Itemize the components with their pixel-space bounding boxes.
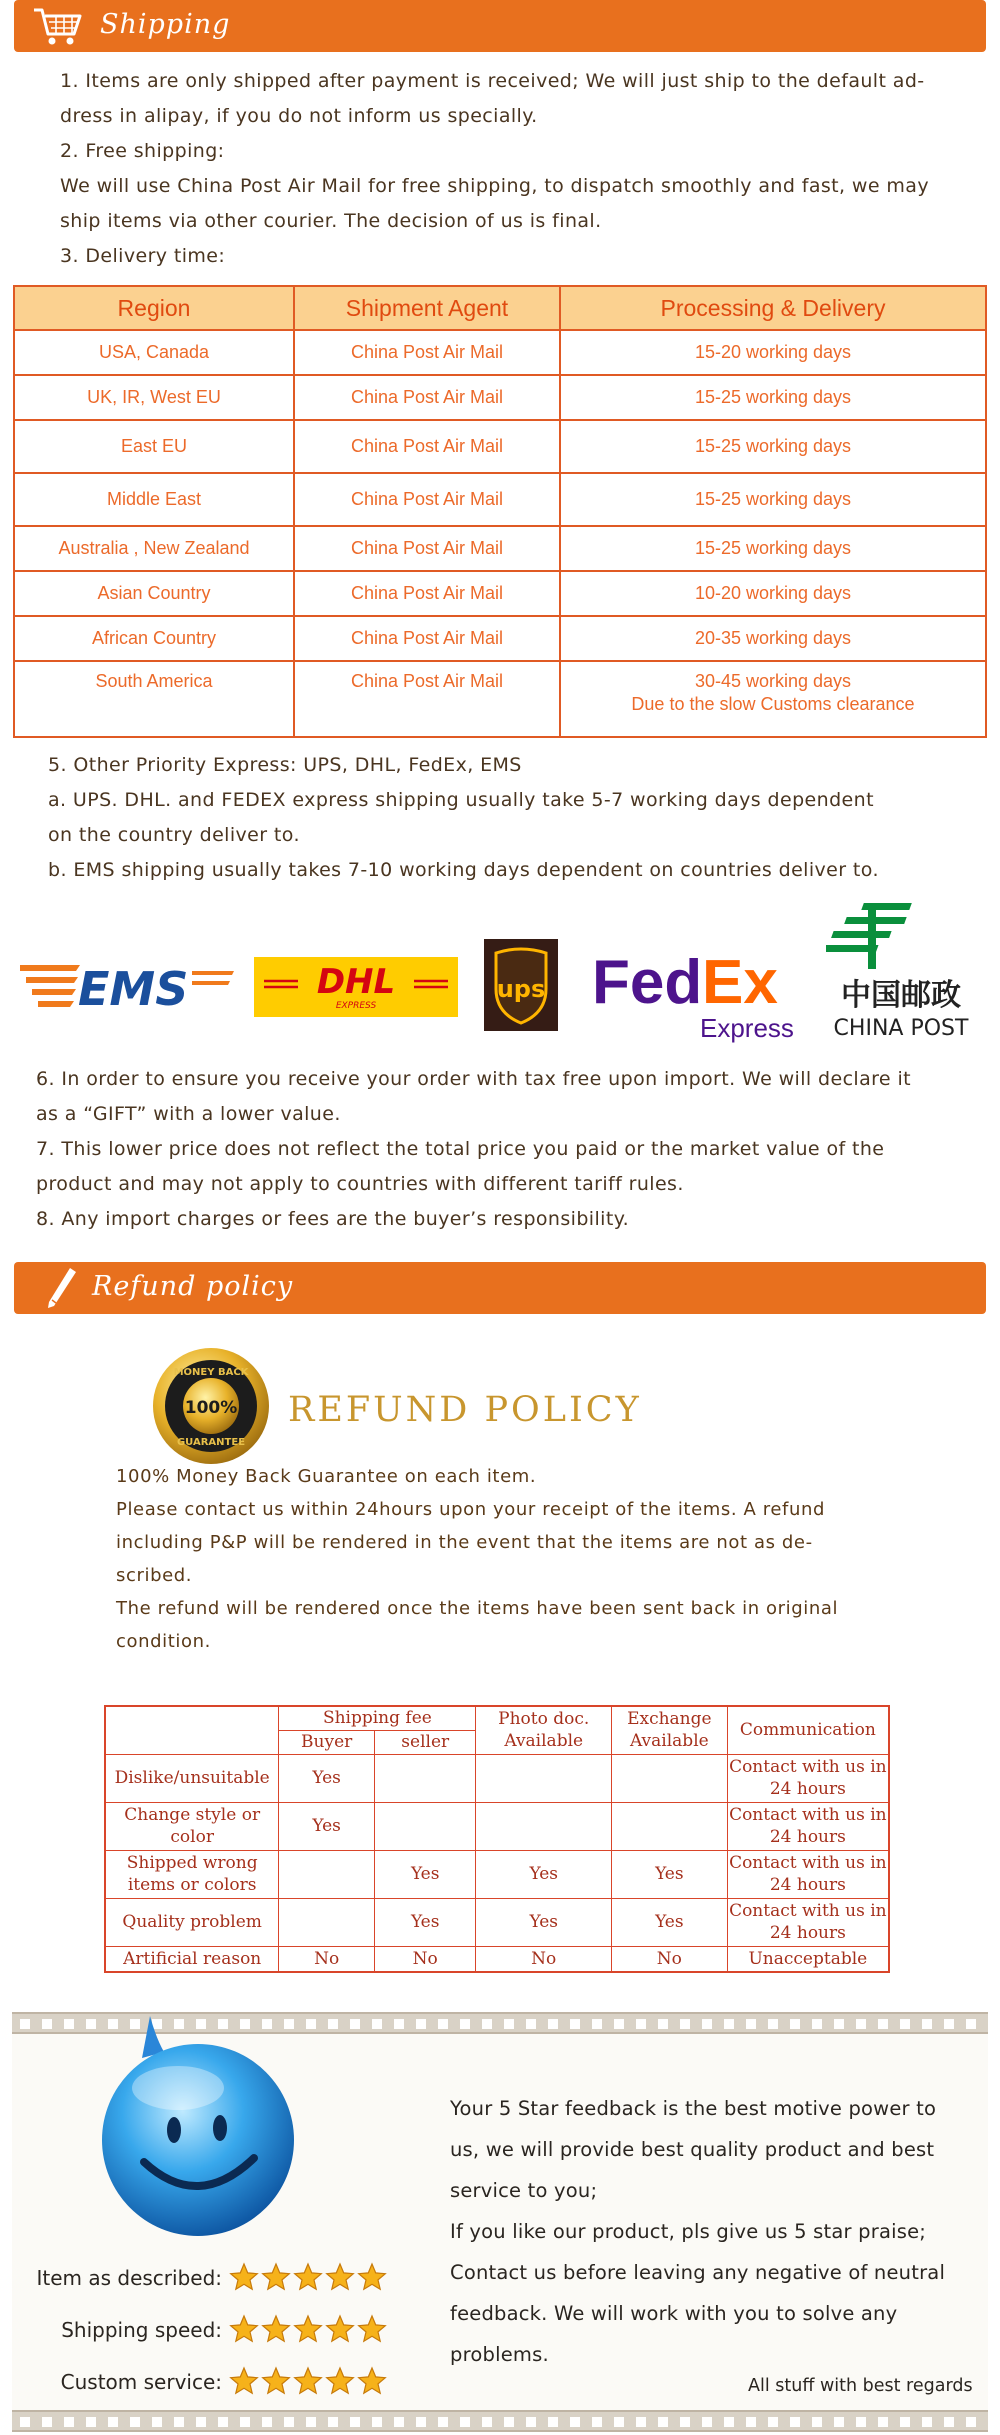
delivery-cell: 15-25 working days <box>560 473 986 526</box>
table-row <box>14 330 986 375</box>
column-header-reason <box>105 1706 279 1754</box>
fedex-fed-wordmark: Fed <box>592 948 703 1017</box>
badge-bottom-text: GUARANTEE <box>176 1437 246 1448</box>
photo-cell: Yes <box>476 1850 612 1898</box>
regards-signature: All stuff with best regards <box>748 2376 973 2396</box>
star-rating-icon <box>228 2314 388 2346</box>
buyer-cell <box>279 1850 375 1898</box>
shipping-title: Shipping <box>100 9 231 40</box>
fedex-express-text: Express <box>700 1013 794 1043</box>
buyer-cell: Yes <box>279 1754 375 1802</box>
agent-cell: China Post Air Mail <box>294 616 560 661</box>
reason-cell: Dislike/unsuitable <box>105 1754 279 1802</box>
table-row <box>105 1754 889 1802</box>
star-icon <box>359 2316 386 2341</box>
text-line: The refund will be rendered once the items have been sent back in original <box>116 1598 839 1619</box>
text-line: as a “GIFT” with a lower value. <box>36 1103 341 1125</box>
photo-cell: No <box>476 1946 612 1972</box>
exchange-cell: No <box>611 1946 727 1972</box>
column-header-buyer: Buyer <box>279 1730 375 1754</box>
seller-cell: Yes <box>374 1898 476 1946</box>
communication-cell: Contact with us in 24 hours <box>727 1850 889 1898</box>
shipping-section-header <box>14 0 986 52</box>
table-row <box>14 571 986 616</box>
china-post-logo <box>826 897 976 1047</box>
text-line: problems. <box>450 2343 549 2366</box>
refund-policy-heading: REFUND POLICY <box>288 1390 642 1430</box>
star-icon <box>263 2316 290 2341</box>
region-cell: East EU <box>14 420 294 473</box>
table-row <box>105 1898 889 1946</box>
region-cell: Middle East <box>14 473 294 526</box>
buyer-cell <box>279 1898 375 1946</box>
text-line: If you like our product, pls give us 5 star praise; <box>450 2220 927 2243</box>
badge-top-text: MONEY BACK <box>173 1367 249 1378</box>
ups-logo <box>484 939 558 1031</box>
table-row <box>105 1850 889 1898</box>
seller-cell: Yes <box>374 1850 476 1898</box>
communication-cell: Contact with us in 24 hours <box>727 1754 889 1802</box>
text-line: 2. Free shipping: <box>60 140 225 162</box>
delivery-cell: 10-20 working days <box>560 571 986 616</box>
refund-title: Refund policy <box>92 1271 294 1302</box>
exchange-cell: Yes <box>611 1850 727 1898</box>
ems-logo <box>20 955 234 1019</box>
rating-label: Shipping speed: <box>61 2318 222 2342</box>
reason-cell: Shipped wrong items or colors <box>105 1850 279 1898</box>
decorative-stripe <box>12 2410 988 2432</box>
courier-logos <box>0 895 1000 1055</box>
delivery-cell: 15-25 working days <box>560 375 986 420</box>
reason-cell: Change style or color <box>105 1802 279 1850</box>
exchange-cell <box>611 1754 727 1802</box>
reason-cell: Artificial reason <box>105 1946 279 1972</box>
agent-cell: China Post Air Mail <box>294 661 560 737</box>
fedex-ex-wordmark: Ex <box>702 948 778 1017</box>
region-cell: Australia , New Zealand <box>14 526 294 571</box>
delivery-cell: 15-25 working days <box>560 526 986 571</box>
refund-section-header <box>14 1262 986 1314</box>
text-line: on the country deliver to. <box>48 824 300 846</box>
delivery-time-table <box>13 285 987 738</box>
shopping-cart-icon <box>32 4 84 48</box>
exchange-cell: Yes <box>611 1898 727 1946</box>
text-line: condition. <box>116 1631 211 1652</box>
star-icon <box>231 2264 258 2289</box>
buyer-cell: No <box>279 1946 375 1972</box>
rating-label: Item as described: <box>36 2266 222 2290</box>
photo-cell <box>476 1802 612 1850</box>
pen-icon <box>44 1266 80 1310</box>
smiley-speech-bubble-icon <box>90 2012 300 2242</box>
agent-cell: China Post Air Mail <box>294 330 560 375</box>
agent-cell: China Post Air Mail <box>294 571 560 616</box>
region-cell: South America <box>14 661 294 737</box>
delivery-days: 30-45 working days <box>694 671 852 691</box>
region-cell: African Country <box>14 616 294 661</box>
text-line: including P&P will be rendered in the event that the items are not as de- <box>116 1532 813 1553</box>
refund-policy-table <box>104 1705 890 1973</box>
ups-wordmark: ups <box>496 975 546 1003</box>
region-cell: Asian Country <box>14 571 294 616</box>
money-back-badge-icon <box>150 1345 272 1467</box>
rating-label: Custom service: <box>60 2370 222 2394</box>
exchange-cell <box>611 1802 727 1850</box>
table-row <box>105 1946 889 1972</box>
china-post-en-text: CHINA POST <box>833 1016 969 1041</box>
region-cell: UK, IR, West EU <box>14 375 294 420</box>
star-icon <box>359 2368 386 2393</box>
star-icon <box>295 2316 322 2341</box>
column-header-seller: seller <box>374 1730 476 1754</box>
table-row <box>14 616 986 661</box>
text-line: a. UPS. DHL. and FEDEX express shipping usually take 5-7 working days dependent <box>48 789 874 811</box>
delivery-cell: 15-20 working days <box>560 330 986 375</box>
star-icon <box>359 2264 386 2289</box>
china-post-cn-text: 中国邮政 <box>841 978 961 1013</box>
fedex-logo <box>592 947 806 1043</box>
text-line: us, we will provide best quality product and best <box>450 2138 935 2161</box>
delivery-note: Due to the slow Customs clearance <box>631 694 915 714</box>
text-line: Please contact us within 24hours upon your receipt of the items. A refund <box>116 1499 826 1520</box>
text-line: b. EMS shipping usually takes 7-10 working days dependent on countries deliver to. <box>48 859 879 881</box>
text-line: We will use China Post Air Mail for free shipping, to dispatch smoothly and fast, we may <box>60 175 929 197</box>
column-header-delivery: Processing & Delivery <box>560 286 986 330</box>
seller-cell <box>374 1754 476 1802</box>
text-line: feedback. We will work with you to solve any <box>450 2302 898 2325</box>
star-icon <box>231 2368 258 2393</box>
column-header-region: Region <box>14 286 294 330</box>
photo-cell: Yes <box>476 1898 612 1946</box>
agent-cell: China Post Air Mail <box>294 420 560 473</box>
table-row <box>14 375 986 420</box>
communication-cell: Unacceptable <box>727 1946 889 1972</box>
ems-wordmark: EMS <box>78 962 189 1016</box>
text-line: 6. In order to ensure you receive your order with tax free upon import. We will declare it <box>36 1068 911 1090</box>
text-line: 5. Other Priority Express: UPS, DHL, FedEx, EMS <box>48 754 522 776</box>
star-icon <box>263 2368 290 2393</box>
star-icon <box>327 2368 354 2393</box>
star-icon <box>231 2316 258 2341</box>
agent-cell: China Post Air Mail <box>294 375 560 420</box>
region-cell: USA, Canada <box>14 330 294 375</box>
express-options-text <box>48 748 960 888</box>
delivery-cell: 15-25 working days <box>560 420 986 473</box>
photo-cell <box>476 1754 612 1802</box>
delivery-cell: 20-35 working days <box>560 616 986 661</box>
column-header-photo: Photo doc. Available <box>476 1706 612 1754</box>
communication-cell: Contact with us in 24 hours <box>727 1898 889 1946</box>
text-line: Your 5 Star feedback is the best motive power to <box>450 2097 937 2120</box>
column-header-communication: Communication <box>727 1706 889 1754</box>
seller-cell: No <box>374 1946 476 1972</box>
buyer-cell: Yes <box>279 1802 375 1850</box>
table-row <box>105 1802 889 1850</box>
star-icon <box>263 2264 290 2289</box>
text-line: product and may not apply to countries with different tariff rules. <box>36 1173 684 1195</box>
text-line: service to you; <box>450 2179 598 2202</box>
dhl-logo <box>254 957 458 1017</box>
seller-cell <box>374 1802 476 1850</box>
star-icon <box>327 2316 354 2341</box>
text-line: dress in alipay, if you do not inform us specially. <box>60 105 538 127</box>
delivery-cell <box>560 661 986 737</box>
reason-cell: Quality problem <box>105 1898 279 1946</box>
shipping-terms-text <box>60 64 960 274</box>
feedback-request-text <box>450 2088 970 2375</box>
star-icon <box>327 2264 354 2289</box>
dhl-subtext: EXPRESS <box>335 1001 377 1011</box>
agent-cell: China Post Air Mail <box>294 473 560 526</box>
text-line: 3. Delivery time: <box>60 245 226 267</box>
text-line: 7. This lower price does not reflect the total price you paid or the market value of the <box>36 1138 885 1160</box>
table-row <box>14 473 986 526</box>
badge-percent-text: 100% <box>184 1398 238 1418</box>
refund-policy-text <box>116 1460 876 1658</box>
star-icon <box>295 2264 322 2289</box>
column-header-exchange: Exchange Available <box>611 1706 727 1754</box>
communication-cell: Contact with us in 24 hours <box>727 1802 889 1850</box>
column-header-agent: Shipment Agent <box>294 286 560 330</box>
table-row <box>14 526 986 571</box>
star-rating-icon <box>228 2262 388 2294</box>
text-line: Contact us before leaving any negative of neutral <box>450 2261 946 2284</box>
dhl-wordmark: DHL <box>316 962 396 1002</box>
column-header-shipping-fee: Shipping fee <box>279 1706 476 1730</box>
customs-declaration-text <box>36 1062 966 1237</box>
text-line: 100% Money Back Guarantee on each item. <box>116 1466 537 1487</box>
star-icon <box>295 2368 322 2393</box>
agent-cell: China Post Air Mail <box>294 526 560 571</box>
text-line: 8. Any import charges or fees are the buyer’s responsibility. <box>36 1208 630 1230</box>
text-line: ship items via other courier. The decision of us is final. <box>60 210 602 232</box>
text-line: scribed. <box>116 1565 193 1586</box>
text-line: 1. Items are only shipped after payment is received; We will just ship to the default ad- <box>60 70 925 92</box>
star-rating-icon <box>228 2366 388 2398</box>
table-row <box>14 420 986 473</box>
table-row <box>14 661 986 737</box>
